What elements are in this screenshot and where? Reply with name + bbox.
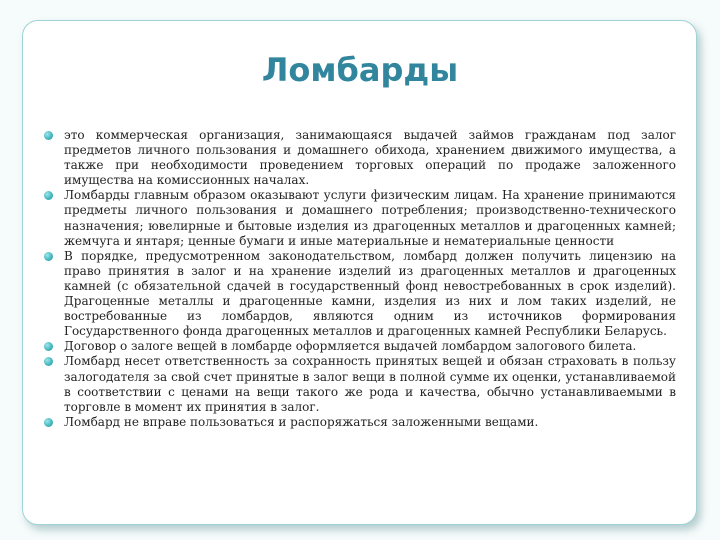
list-item	[44, 188, 676, 248]
list-item-text: Ломбард несет ответственность за сохранность принятых вещей и обязан страховать в пользу залогодателя за свой счет принятые в залог вещи в полной сумме их оценки, устанавливаемой в соответствии с ценами на вещи такого же рода и качества, обычно устанавливаемыми в торговле в момент их принятия в залог.	[64, 354, 676, 414]
circle-bullet-icon	[44, 252, 53, 261]
circle-bullet-icon	[44, 418, 53, 427]
list-item-text: Договор о залоге вещей в ломбарде оформляется выдачей ломбардом залогового билета.	[64, 339, 637, 354]
list-item	[44, 249, 676, 340]
slide-title: Ломбарды	[261, 51, 459, 89]
list-item	[44, 339, 676, 354]
circle-bullet-icon	[44, 357, 53, 366]
list-item-text: В порядке, предусмотренном законодательством, ломбард должен получить лицензию на право принятия в залог и на хранение изделий из драгоценных металлов и драгоценных камней (с обязательной сдачей в государственный фонд невостребованных в срок изделий). Драгоценные металлы и драгоценные камни, изделия из них и лом таких изделий, не востребованные из ломбардов, являются одним из источников формирования Государственного фонда драгоценных металлов и драгоценных камней Республики Беларусь.	[64, 248, 676, 339]
bullet-list	[44, 128, 676, 430]
list-item-text: это коммерческая организация, занимающаяся выдачей займов гражданам под залог предметов личного пользования и домашнего обихода, хранением движимого имущества, а также при необходимости проведением торговых операций по продаже заложенного имущества на комиссионных началах.	[64, 128, 676, 188]
list-item-text: Ломбарды главным образом оказывают услуги физическим лицам. На хранение принимаются предметы личного пользования и домашнего потребления; производственно-технического назначения; ювелирные и бытовые изделия из драгоценных металлов и драгоценных камней; жемчуга и янтаря; ценные бумаги и иные материальные и нематериальные ценности	[64, 188, 676, 248]
circle-bullet-icon	[44, 342, 53, 351]
list-item-text: Ломбард не вправе пользоваться и распоряжаться заложенными вещами.	[64, 414, 539, 429]
circle-bullet-icon	[44, 191, 53, 200]
list-item	[44, 354, 676, 414]
list-item	[44, 128, 676, 188]
circle-bullet-icon	[44, 131, 53, 140]
list-item	[44, 415, 676, 430]
